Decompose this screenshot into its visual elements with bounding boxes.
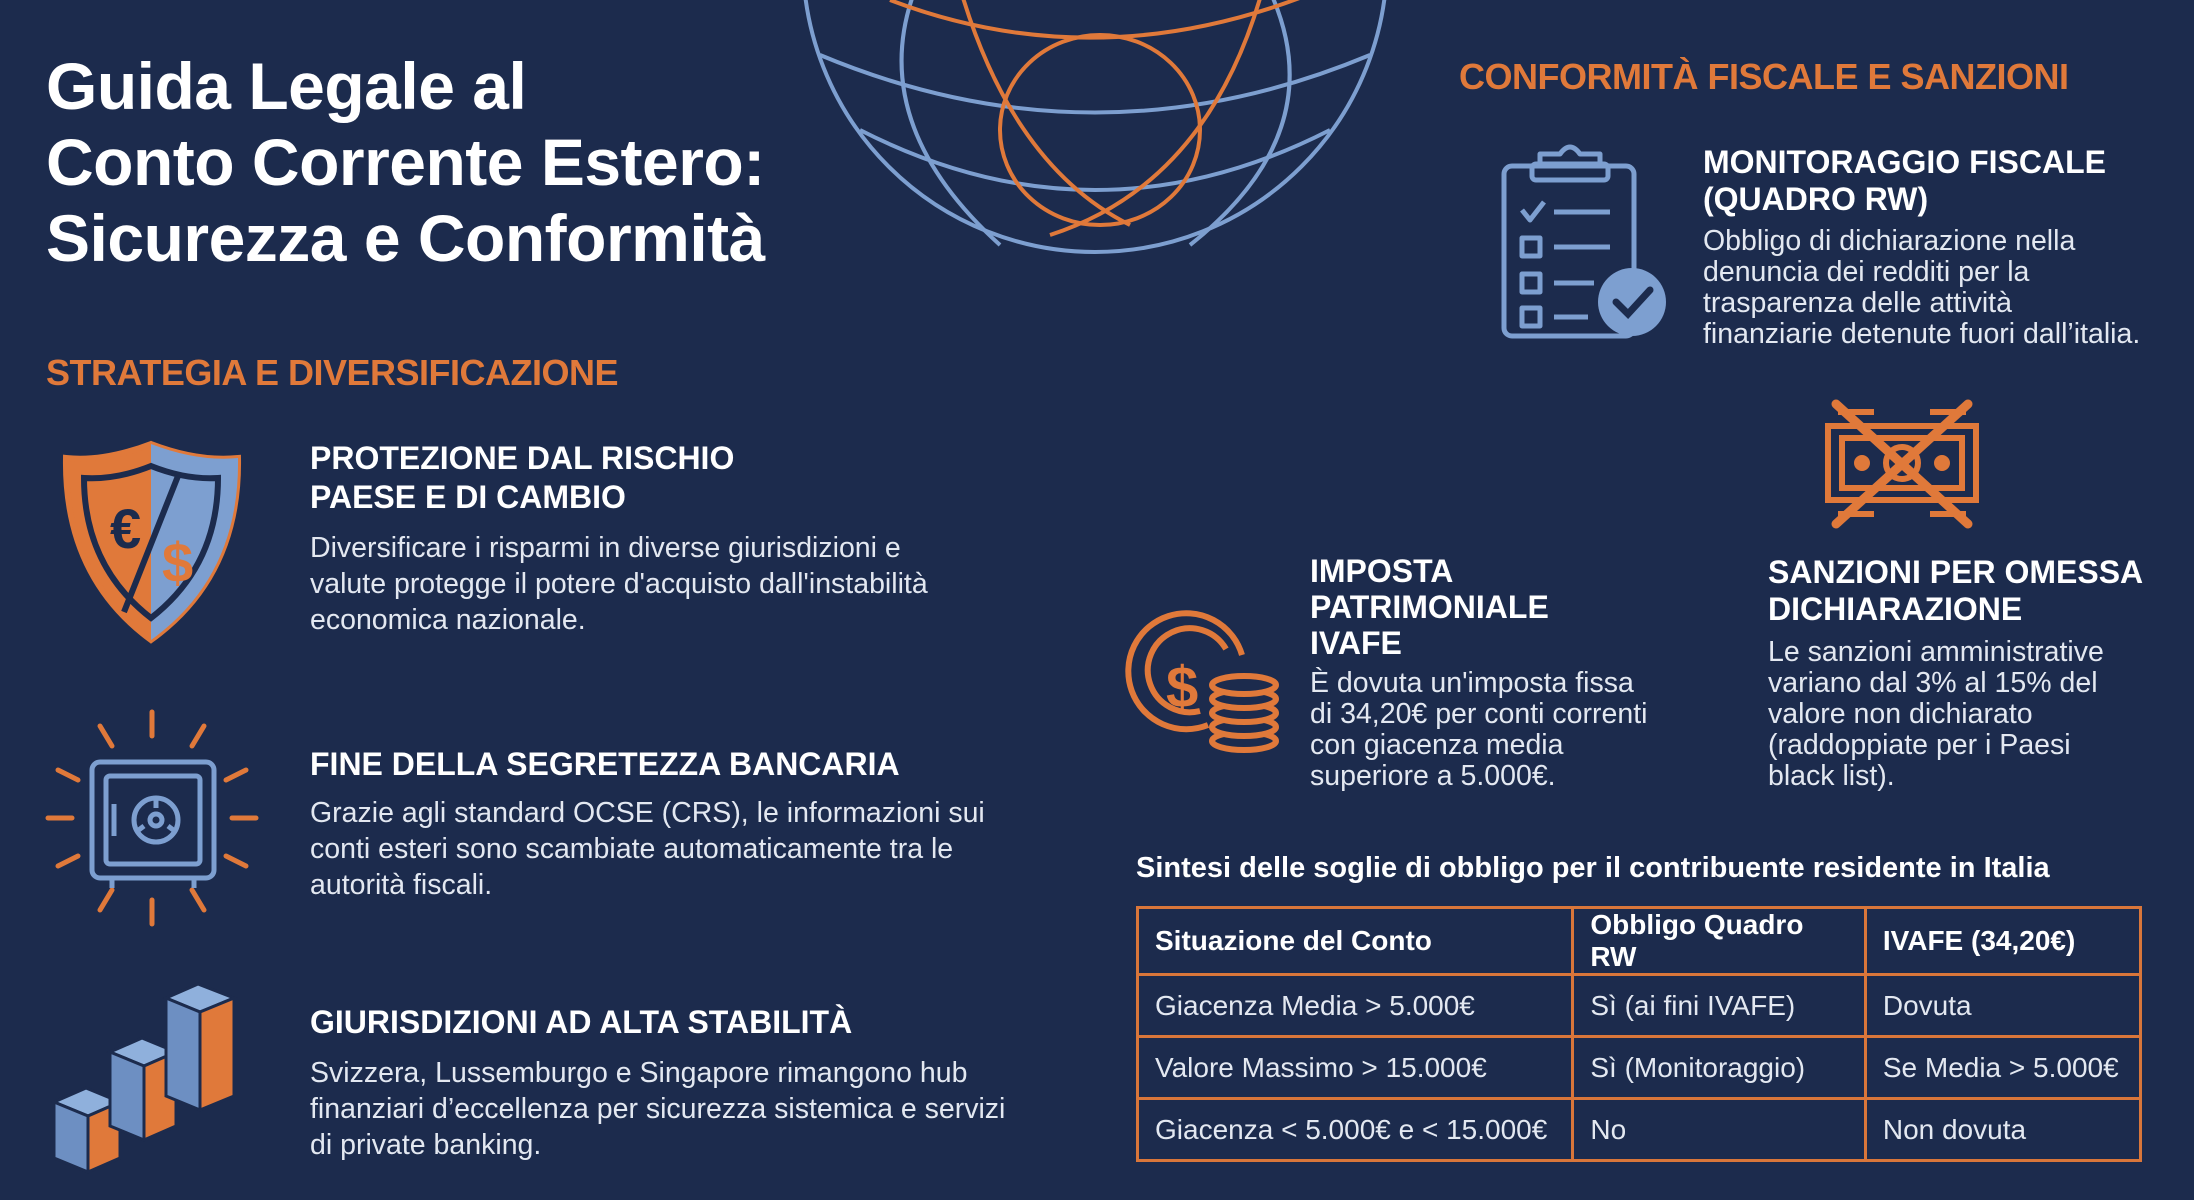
currency-shield-icon: [58, 436, 244, 648]
svg-text:€: €: [110, 497, 142, 560]
table-caption: Sintesi delle soglie di obbligo per il contribuente residente in Italia: [1136, 852, 2050, 884]
table-cell: Dovuta: [1865, 975, 2140, 1037]
safe-icon: [44, 708, 260, 928]
bank-secrecy-title: FINE DELLA SEGRETEZZA BANCARIA: [310, 746, 900, 782]
country-risk-title: PROTEZIONE DAL RISCHIO PAESE E DI CAMBIO: [310, 440, 735, 515]
svg-text:$: $: [162, 531, 194, 594]
ivafe-title: IMPOSTA PATRIMONIALE IVAFE: [1310, 553, 1549, 661]
ivafe-text: È dovuta un'imposta fissa di 34,20€ per conti correnti con giacenza media superiore a 5.000€.: [1310, 667, 1648, 792]
table-header-cell: Situazione del Conto: [1138, 908, 1573, 975]
table-header-cell: IVAFE (34,20€): [1865, 908, 2140, 975]
table-header-row: [1138, 908, 2141, 975]
table-header-cell: Obbligo Quadro RW: [1573, 908, 1866, 975]
table-cell: Non dovuta: [1865, 1099, 2140, 1161]
clipboard-check-icon: [1498, 140, 1674, 344]
table-cell: Sì (Monitoraggio): [1573, 1037, 1866, 1099]
coins-icon: [1134, 615, 1282, 753]
table-cell: Sì (ai fini IVAFE): [1573, 975, 1866, 1037]
page-title: Guida Legale al Conto Corrente Estero: Sicurezza e Conformità: [46, 49, 765, 275]
stable-jurisdictions-title: GIURISDIZIONI AD ALTA STABILITÀ: [310, 1004, 853, 1040]
table-row: [1138, 975, 2141, 1037]
thresholds-table: [1136, 906, 2142, 1162]
monitoring-title: MONITORAGGIO FISCALE (QUADRO RW): [1703, 144, 2106, 217]
sanctions-text: Le sanzioni amministrative variano dal 3% al 15% del valore non dichiarato (raddoppiate per i Paesi black list).: [1768, 636, 2104, 792]
bank-secrecy-text: Grazie agli standard OCSE (CRS), le informazioni sui conti esteri sono scambiate automaticamente tra le autorità fiscali.: [310, 797, 985, 901]
crossed-banknote-icon: [1822, 396, 1982, 530]
svg-text:$: $: [1166, 655, 1199, 720]
sanctions-title: SANZIONI PER OMESSA DICHIARAZIONE: [1768, 554, 2144, 627]
strategy-section-heading: STRATEGIA E DIVERSIFICAZIONE: [46, 352, 619, 393]
table-row: [1138, 1037, 2141, 1099]
table-cell: Giacenza < 5.000€ e < 15.000€: [1138, 1099, 1573, 1161]
table-row: [1138, 1099, 2141, 1161]
globe-illustration: [800, 0, 1400, 280]
table-cell: Valore Massimo > 15.000€: [1138, 1037, 1573, 1099]
compliance-section-heading: CONFORMITÀ FISCALE E SANZIONI: [1459, 56, 2069, 97]
stable-jurisdictions-text: Svizzera, Lussemburgo e Singapore rimangono hub finanziari d’eccellenza per sicurezza sistemica e servizi di private banking.: [310, 1057, 1006, 1161]
table-cell: Se Media > 5.000€: [1865, 1037, 2140, 1099]
monitoring-text: Obbligo di dichiarazione nella denuncia dei redditi per la trasparenza delle attività finanziarie detenute fuori dall’italia.: [1703, 225, 2141, 350]
stacked-blocks-icon: [50, 980, 246, 1176]
country-risk-text: Diversificare i risparmi in diverse giurisdizioni e valute protegge il potere d'acquisto dall'instabilità economica nazionale.: [310, 532, 928, 636]
table-cell: Giacenza Media > 5.000€: [1138, 975, 1573, 1037]
table-cell: No: [1573, 1099, 1866, 1161]
